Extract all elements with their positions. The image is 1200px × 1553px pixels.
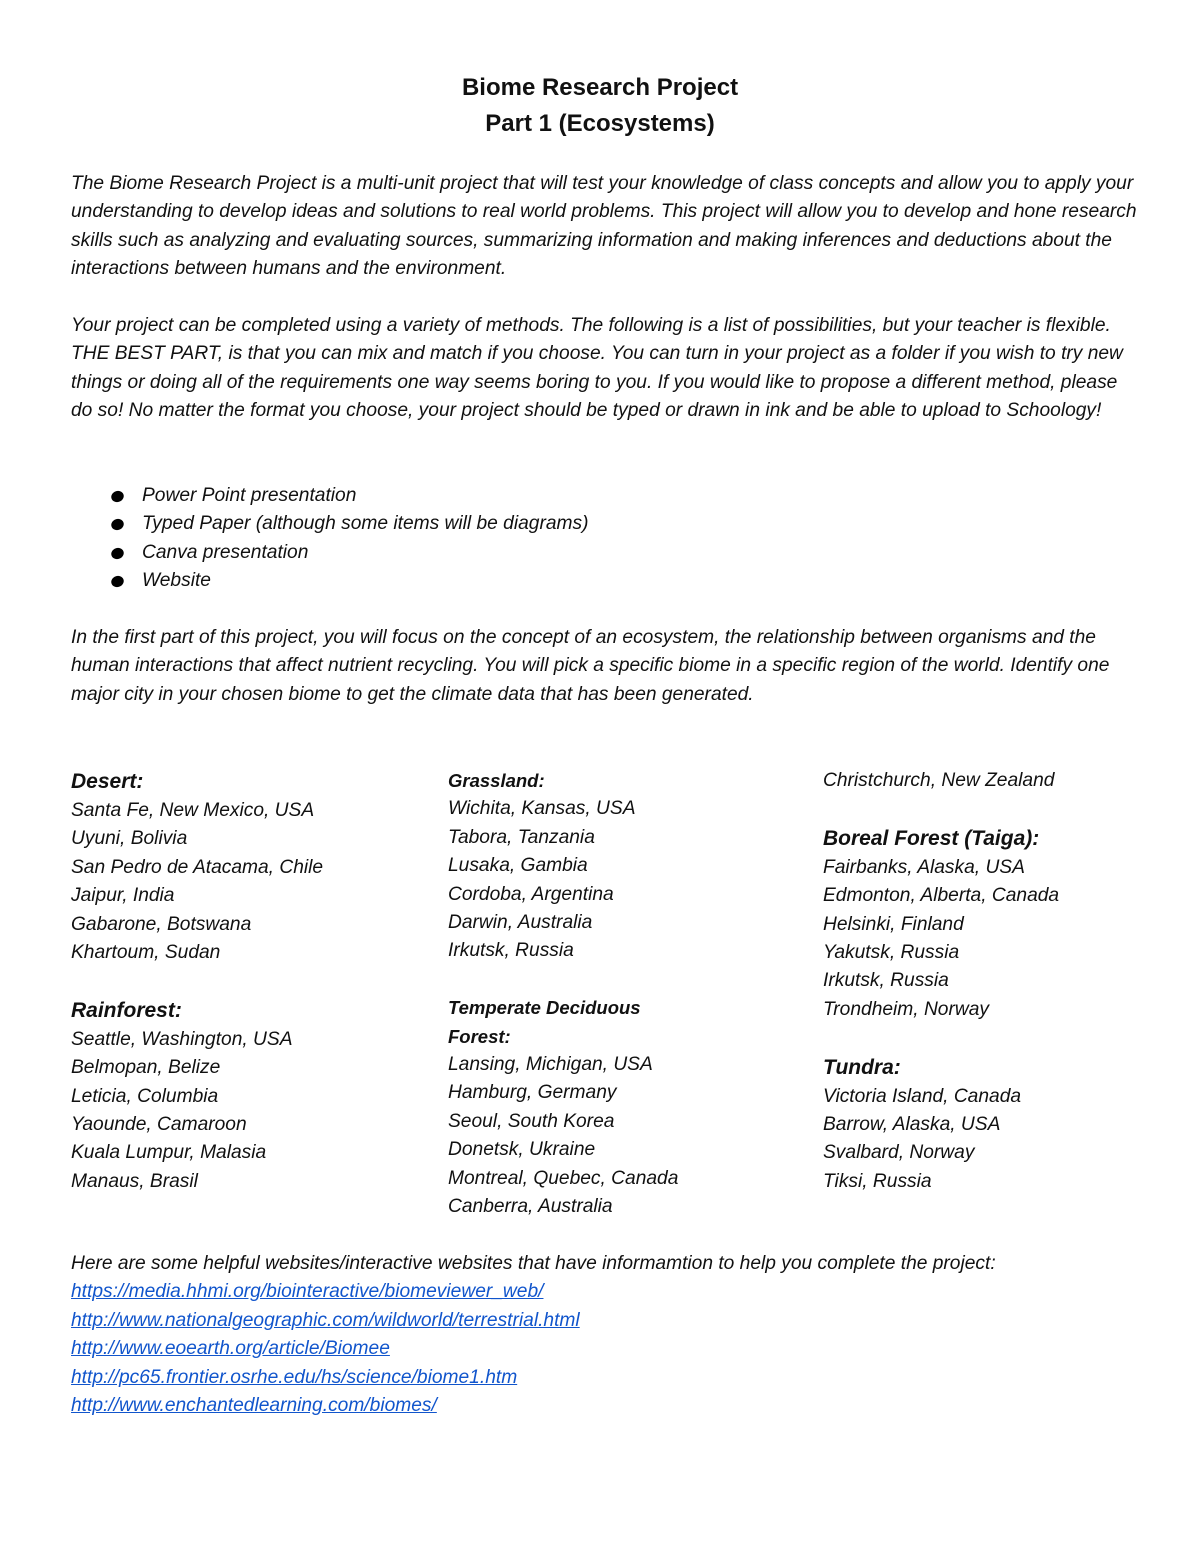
document-title: Biome Research Project	[461, 74, 739, 101]
document-subtitle: Part 1 (Ecosystems)	[485, 110, 715, 137]
city-item: Manaus, Brasil	[71, 1170, 198, 1192]
city-item: Santa Fe, New Mexico, USA	[71, 800, 315, 821]
city-item: Seattle, Washington, USA	[71, 1028, 293, 1050]
biome-heading-grassland: Grassland:	[448, 770, 545, 791]
spacer	[823, 1024, 1173, 1052]
list-item	[71, 1364, 580, 1392]
city-item: Cordoba, Argentina	[448, 883, 614, 905]
city-item: Yaounde, Camaroon	[71, 1114, 247, 1136]
resource-link-frontier[interactable]: http://pc65.frontier.osrhe.edu/hs/science/biome1.htm	[71, 1366, 518, 1388]
city-item: Hamburg, Germany	[448, 1082, 617, 1104]
city-item: Trondheim, Norway	[823, 998, 989, 1020]
biome-heading-tundra: Tundra:	[823, 1055, 901, 1079]
list-item	[71, 1278, 580, 1306]
city-item: Montreal, Quebec, Canada	[448, 1167, 679, 1189]
resources-intro: Here are some helpful websites/interactive websites that have informamtion to help you complete the project:	[71, 1253, 996, 1274]
resource-link-eoearth[interactable]: http://www.eoearth.org/article/Biomee	[71, 1338, 390, 1360]
biome-heading-temperate: Temperate Deciduous	[448, 997, 641, 1019]
spacer	[823, 795, 1173, 823]
method-label: Typed Paper (although some items will be diagrams)	[142, 513, 589, 535]
city-item: Kuala Lumpur, Malasia	[71, 1142, 267, 1164]
methods-paragraph: Your project can be completed using a variety of methods. The following is a list of possibilities, but your teacher is flexible. THE BEST PART, is that you can mix and match if you choose. You can turn in your project as a folder if you wish to try new things or doing all of the requirements one way seems boring to you. If you would like to propose a different method, please do so! No matter the format you choose, your project should be typed or drawn in ink and be able to upload to Schoology!	[71, 315, 1123, 422]
city-item: Leticia, Columbia	[71, 1085, 219, 1107]
city-item: Tabora, Tanzania	[448, 826, 595, 848]
city-item: Irkutsk, Russia	[823, 970, 949, 992]
city-item: Lansing, Michigan, USA	[448, 1054, 653, 1076]
biome-heading-temperate-cont: Forest:	[448, 1025, 511, 1047]
list-item	[108, 567, 588, 595]
method-label: Power Point presentation	[142, 485, 357, 506]
city-item: Christchurch, New Zealand	[823, 770, 1055, 791]
list-item	[108, 482, 588, 510]
city-item: Yakutsk, Russia	[823, 942, 960, 964]
list-item	[108, 510, 588, 538]
biome-column-3	[823, 767, 1173, 1196]
city-item: Lusaka, Gambia	[448, 855, 588, 877]
city-item: Gabarone, Botswana	[71, 913, 252, 935]
city-item: Barrow, Alaska, USA	[823, 1114, 1001, 1136]
city-item: Donetsk, Ukraine	[448, 1139, 596, 1161]
city-item: Jaipur, India	[71, 885, 175, 907]
methods-list	[108, 482, 588, 596]
biome-column-1	[71, 767, 431, 1196]
bullet-icon	[110, 518, 126, 533]
city-item: Khartoum, Sudan	[71, 942, 221, 964]
intro-paragraph: The Biome Research Project is a multi-unit project that will test your knowledge of class concepts and allow you to apply your understanding to develop ideas and solutions to real world problems. This project will allow you to develop and hone research skills such as analyzing and evaluating sources, summarizing information and making inferences and deductions about the interactions between humans and the environment.	[71, 173, 1137, 280]
city-item: Edmonton, Alberta, Canada	[823, 885, 1060, 907]
city-item: Wichita, Kansas, USA	[448, 798, 636, 820]
list-item	[71, 1335, 580, 1363]
resource-link-hhmi[interactable]: https://media.hhmi.org/biointeractive/biomeviewer_web/	[71, 1281, 544, 1303]
method-label: Website	[142, 570, 211, 592]
city-item: Darwin, Australia	[448, 912, 593, 934]
list-item	[71, 1392, 580, 1420]
list-item	[108, 539, 588, 567]
resource-link-enchanted[interactable]: http://www.enchantedlearning.com/biomes/	[71, 1395, 437, 1417]
city-item: Canberra, Australia	[448, 1196, 613, 1218]
city-item: Seoul, South Korea	[448, 1110, 615, 1132]
city-item: Uyuni, Bolivia	[71, 828, 188, 850]
ecosystem-paragraph: In the first part of this project, you will focus on the concept of an ecosystem, the relationship between organisms and the human interactions that affect nutrient recycling. You will pick a specific biome in a specific region of the world. Identify one major city in your chosen biome to get the climate data that has been generated.	[71, 627, 1110, 705]
resource-link-natgeo[interactable]: http://www.nationalgeographic.com/wildworld/terrestrial.html	[71, 1309, 580, 1331]
bullet-icon	[110, 489, 126, 504]
city-item: Victoria Island, Canada	[823, 1085, 1022, 1107]
biome-heading-boreal: Boreal Forest (Taiga):	[823, 826, 1040, 850]
list-item	[71, 1307, 580, 1335]
spacer	[448, 966, 808, 994]
spacer	[71, 967, 431, 995]
city-item: Svalbard, Norway	[823, 1142, 975, 1164]
bullet-icon	[110, 546, 126, 561]
city-item: Tiksi, Russia	[823, 1170, 932, 1192]
method-label: Canva presentation	[142, 541, 309, 563]
biome-heading-rainforest: Rainforest:	[71, 998, 182, 1022]
biome-heading-desert: Desert:	[71, 770, 144, 793]
city-item: San Pedro de Atacama, Chile	[71, 856, 324, 878]
resource-links	[71, 1278, 580, 1420]
city-item: Helsinki, Finland	[823, 913, 964, 935]
city-item: Fairbanks, Alaska, USA	[823, 856, 1025, 878]
city-item: Irkutsk, Russia	[448, 940, 574, 962]
city-item: Belmopan, Belize	[71, 1057, 221, 1079]
bullet-icon	[110, 574, 126, 589]
biome-column-2	[448, 767, 808, 1221]
